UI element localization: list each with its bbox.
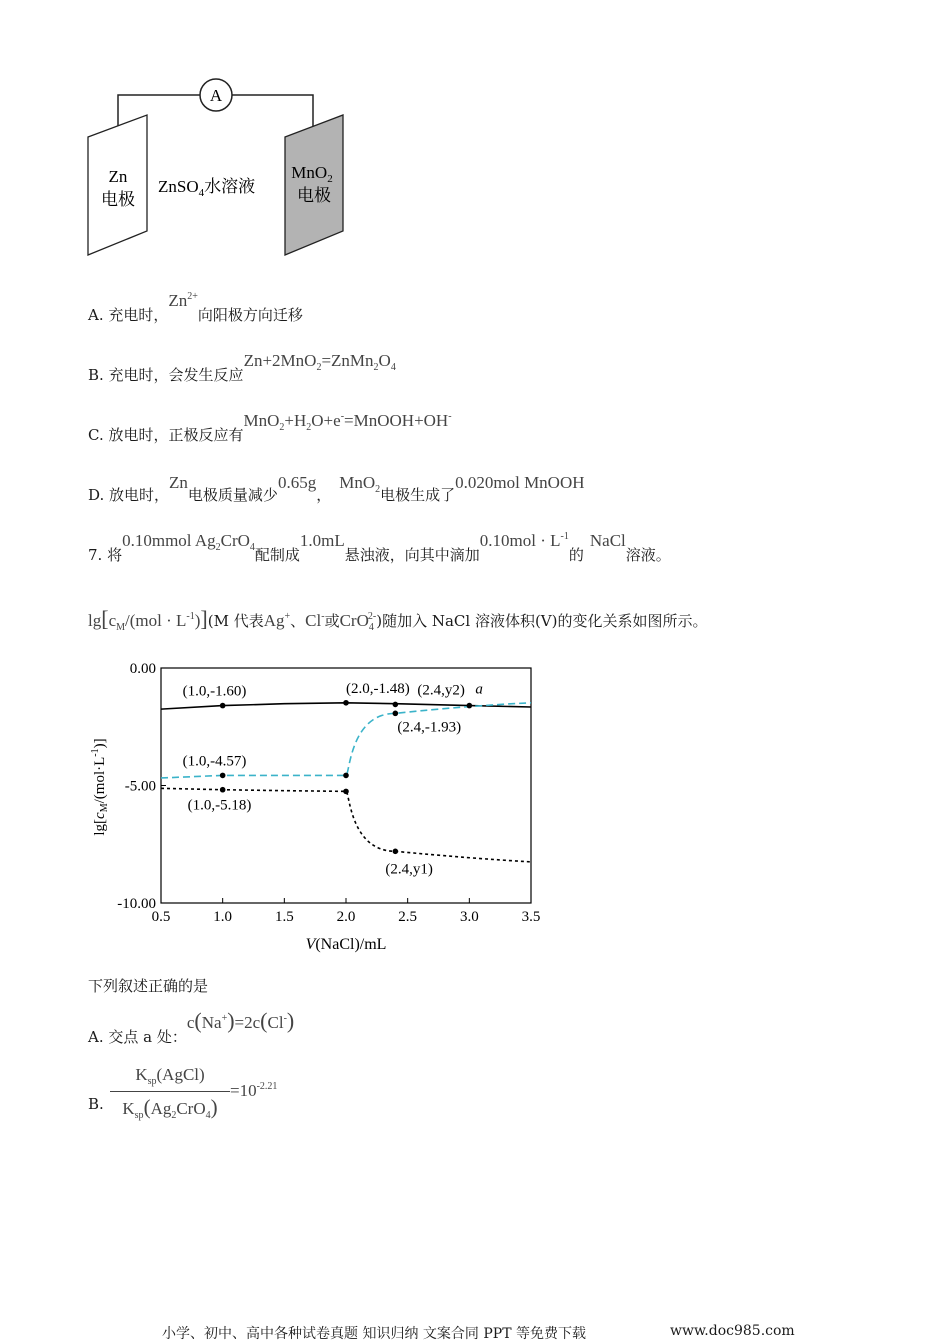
q7-stem-line2: $\lg[c_M/(mol \cdot L^{-1})](M$ 代表Ag+、Cl-或CrO$_4^{2-}$)随加入 NaCl 溶液体积(V)的变化关系如图所示。 <box>88 606 708 633</box>
data-point <box>220 787 226 793</box>
y-tick-label: -5.00 <box>124 778 156 795</box>
x-tick-label: 1.5 <box>274 909 294 925</box>
q7-stem: 7. 将0.10mmol $Ag_2CrO_4$配制成1.0mL悬浊液，向其中滴加$0.10mol \cdot L^{-1}$的NaCl溶液。 <box>88 531 671 564</box>
mno2-electrode <box>285 115 343 255</box>
fraction-bar <box>110 1091 230 1092</box>
data-point <box>343 789 349 795</box>
wire-right <box>232 95 313 127</box>
data-point-label: (2.0,-1.48) <box>346 680 410 697</box>
y-tick-label: 0.00 <box>129 661 156 677</box>
y-tick-label: -10.00 <box>117 896 156 912</box>
data-point <box>343 700 349 706</box>
equation-b: $Zn+2MnO_2=ZnMn_2O_4$ <box>243 351 396 373</box>
ammeter-label: A <box>209 86 223 105</box>
mno2-label-2: 电极 <box>297 186 331 205</box>
y-axis-title: $\lg[c_M/(mol\cdot L^{-1})]$ <box>90 738 110 836</box>
footer-text: 小学、初中、高中各种试卷真题 知识归纳 文案合同 PPT 等免费下载 <box>162 1326 586 1342</box>
data-point-label: a <box>475 681 483 698</box>
data-point <box>393 702 399 708</box>
q6-option-d: D. 放电时，Zn电极质量减少0.65g，MnO$_2$电极生成了0.020mol MnOOH <box>88 473 585 504</box>
data-point-label: (1.0,-4.57) <box>182 753 247 770</box>
data-point <box>220 773 226 779</box>
chart-points <box>183 681 483 878</box>
ksp-ratio-value: $=10^{-2.21}$ <box>230 1081 278 1100</box>
data-point-label: (1.0,-1.60) <box>182 683 247 700</box>
concentration-chart <box>80 655 550 955</box>
cell-diagram <box>80 75 370 265</box>
ksp-denominator: $K_{sp}(Ag_2CrO_4)$ <box>122 1095 218 1121</box>
x-tick-label: 2.0 <box>336 909 356 925</box>
zn-label-2: 电极 <box>101 190 135 209</box>
q6-option-b: B. 充电时，会发生反应$Zn+2MnO_2=ZnMn_2O_4$ <box>88 351 396 384</box>
x-tick-label: 1.0 <box>213 909 233 925</box>
data-point <box>343 773 349 779</box>
zn-label: Zn <box>108 167 128 186</box>
x-tick-label: 3.5 <box>521 909 541 925</box>
mno2-label: MnO$_2$ <box>291 163 333 185</box>
solution-label: ZnSO$_4$水溶液 <box>158 177 256 199</box>
q7-option-a: A. 交点 a 处：c(Na+)=2c(Cl-) <box>88 1008 295 1046</box>
data-point <box>393 849 399 855</box>
q7-question: 下列叙述正确的是 <box>88 977 209 995</box>
data-point-label: (1.0,-5.18) <box>187 797 252 814</box>
x-tick-label: 3.0 <box>459 909 479 925</box>
data-point <box>220 703 226 709</box>
x-tick-label: 0.5 <box>151 909 171 925</box>
ksp-numerator: $K_{sp}(AgCl)$ <box>135 1065 205 1087</box>
data-point-label: (2.4,-1.93) <box>397 719 462 736</box>
q6-option-c: C. 放电时，正极反应有$MnO_2+H_2O+e^-=MnOOH+OH^-$ <box>88 411 452 444</box>
footer-url[interactable]: www.doc985.com <box>670 1323 795 1339</box>
chart-series <box>161 703 531 862</box>
data-point <box>467 703 473 709</box>
data-point-label: (2.4,y2) <box>417 682 465 699</box>
equation-c: $MnO_2+H_2O+e^-=MnOOH+OH^-$ <box>243 411 452 433</box>
data-point <box>393 711 399 717</box>
q6-option-a: A. 充电时，$Zn^{2+}$向阳极方向迁移 <box>88 291 303 324</box>
x-axis <box>152 898 541 925</box>
data-point-label: (2.4,y1) <box>385 861 433 878</box>
x-axis-title: V(NaCl)/mL <box>305 936 387 953</box>
y-axis <box>117 661 166 912</box>
x-tick-label: 2.5 <box>398 909 418 925</box>
